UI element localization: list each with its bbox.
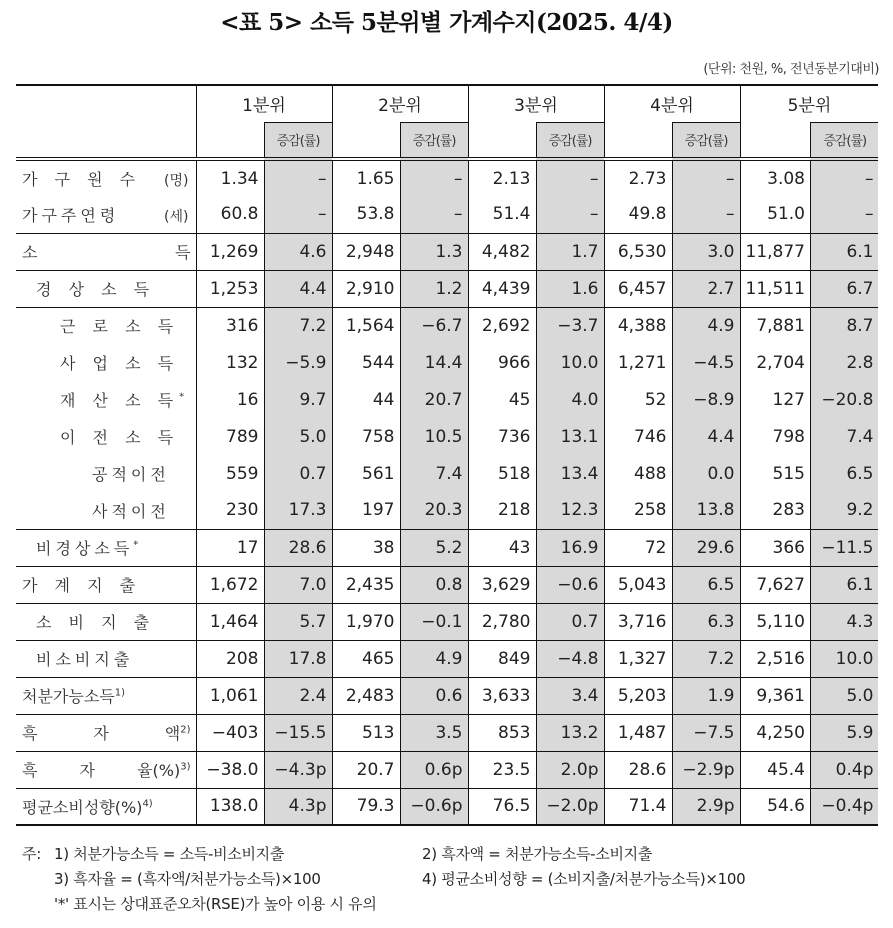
table-row: [16, 307, 878, 344]
change-cell: −5.9: [264, 344, 332, 381]
row-label-text: 이 전 소 득: [60, 428, 180, 447]
change-cell: 7.2: [672, 640, 740, 677]
header-corner: [16, 85, 196, 159]
unit-suffix: (명): [164, 173, 189, 189]
row-label-text: 가 계 지 출: [22, 576, 142, 595]
row-label-text: 평균소비성향(%): [22, 797, 143, 817]
change-cell: 7.0: [264, 566, 332, 603]
value-cell: 76.5: [468, 788, 536, 825]
change-cell: 4.9: [672, 307, 740, 344]
value-cell: 316: [196, 307, 264, 344]
change-cell: −6.7: [400, 307, 468, 344]
change-cell: 10.5: [400, 418, 468, 455]
value-cell: 230: [196, 492, 264, 529]
value-cell: 1,970: [332, 603, 400, 640]
value-cell: 51.4: [468, 196, 536, 233]
change-cell: −0.6: [536, 566, 604, 603]
header-quintile-5: 5분위: [740, 85, 878, 122]
value-cell: 38: [332, 529, 400, 566]
change-cell: 0.6: [400, 677, 468, 714]
value-cell: 2,692: [468, 307, 536, 344]
value-cell: 6,530: [604, 233, 672, 270]
change-cell: –: [264, 196, 332, 233]
table-row: [16, 751, 878, 788]
row-label: [16, 196, 196, 233]
change-cell: 20.7: [400, 381, 468, 418]
change-cell: 4.3p: [264, 788, 332, 825]
value-cell: 1,564: [332, 307, 400, 344]
value-cell: 3.08: [740, 159, 810, 196]
row-label: [16, 788, 196, 825]
value-cell: 11,877: [740, 233, 810, 270]
value-cell: 746: [604, 418, 672, 455]
change-cell: 2.4: [264, 677, 332, 714]
change-cell: 10.0: [810, 640, 878, 677]
change-cell: −2.9p: [672, 751, 740, 788]
change-cell: 6.3: [672, 603, 740, 640]
change-cell: 0.0: [672, 455, 740, 492]
change-cell: –: [810, 159, 878, 196]
value-cell: 49.8: [604, 196, 672, 233]
change-cell: 28.6: [264, 529, 332, 566]
change-cell: 1.6: [536, 270, 604, 307]
footnote-marker: 4): [142, 798, 153, 810]
row-label-part: 율(%): [137, 761, 181, 780]
change-cell: 0.7: [536, 603, 604, 640]
row-label-text: 사적이전: [92, 501, 170, 521]
note-2: 2) 흑자액 = 처분가능소득-소비지출: [422, 845, 653, 863]
value-cell: 45: [468, 381, 536, 418]
value-cell: 849: [468, 640, 536, 677]
footnotes: [22, 842, 745, 917]
change-cell: –: [672, 159, 740, 196]
table-row: [16, 455, 878, 492]
row-label: [16, 751, 196, 788]
row-label: [16, 714, 196, 751]
value-cell: 2.13: [468, 159, 536, 196]
value-cell: 561: [332, 455, 400, 492]
footnote-marker: 1): [114, 687, 126, 699]
value-cell: 20.7: [332, 751, 400, 788]
change-cell: −0.4p: [810, 788, 878, 825]
change-cell: −4.5: [672, 344, 740, 381]
rse-marker: *: [133, 539, 139, 551]
header-change-3: 증감(률): [536, 122, 604, 159]
change-cell: –: [810, 196, 878, 233]
value-cell: 1,487: [604, 714, 672, 751]
value-cell: 197: [332, 492, 400, 529]
row-label-text: 비소비지출: [36, 650, 134, 669]
value-cell: 53.8: [332, 196, 400, 233]
header-row-groups: [16, 85, 878, 122]
table-row: [16, 566, 878, 603]
value-cell: 758: [332, 418, 400, 455]
change-cell: 7.4: [810, 418, 878, 455]
change-cell: 7.2: [264, 307, 332, 344]
change-cell: 13.4: [536, 455, 604, 492]
change-cell: 4.4: [672, 418, 740, 455]
change-cell: 0.6p: [400, 751, 468, 788]
change-cell: –: [400, 159, 468, 196]
header-quintile-4: 4분위: [604, 85, 740, 122]
header-change-1: 증감(률): [264, 122, 332, 159]
change-cell: 4.3: [810, 603, 878, 640]
table-title: <표 5> 소득 5분위별 가계수지(2025. 4/4): [220, 9, 673, 36]
row-label: [16, 566, 196, 603]
value-cell: 1,269: [196, 233, 264, 270]
value-cell: 7,881: [740, 307, 810, 344]
row-label-text: 비경상소득: [36, 539, 134, 558]
row-label-text: 처분가능소득: [22, 687, 115, 706]
change-cell: 2.0p: [536, 751, 604, 788]
value-cell: 2.73: [604, 159, 672, 196]
value-cell: 51.0: [740, 196, 810, 233]
change-cell: 3.0: [672, 233, 740, 270]
row-label-part: 자: [93, 724, 109, 743]
value-cell: 9,361: [740, 677, 810, 714]
row-label-text: 사 업 소 득: [60, 354, 180, 373]
change-cell: –: [264, 159, 332, 196]
value-cell: 853: [468, 714, 536, 751]
value-cell: 1,672: [196, 566, 264, 603]
value-cell: 789: [196, 418, 264, 455]
row-label: [16, 640, 196, 677]
value-cell: 45.4: [740, 751, 810, 788]
value-cell: 736: [468, 418, 536, 455]
value-cell: 366: [740, 529, 810, 566]
row-label-text: 가 구 원 수: [22, 170, 142, 189]
value-cell: 5,110: [740, 603, 810, 640]
value-cell: 2,780: [468, 603, 536, 640]
row-label: [16, 529, 196, 566]
note-5: '*' 표시는 상대표준오차(RSE)가 높아 이용 시 유의: [54, 895, 377, 913]
header-quintile-3: 3분위: [468, 85, 604, 122]
value-cell: 283: [740, 492, 810, 529]
change-cell: 3.5: [400, 714, 468, 751]
change-cell: 13.8: [672, 492, 740, 529]
change-cell: 2.7: [672, 270, 740, 307]
change-cell: 8.7: [810, 307, 878, 344]
change-cell: 1.3: [400, 233, 468, 270]
change-cell: −20.8: [810, 381, 878, 418]
row-label: [16, 159, 196, 196]
change-cell: 6.5: [810, 455, 878, 492]
value-cell: 4,482: [468, 233, 536, 270]
change-cell: 20.3: [400, 492, 468, 529]
value-cell: 44: [332, 381, 400, 418]
change-cell: –: [400, 196, 468, 233]
table-row: [16, 344, 878, 381]
row-label-text: 근 로 소 득: [60, 317, 180, 337]
table-row: [16, 233, 878, 270]
value-cell: 11,511: [740, 270, 810, 307]
value-cell: 17: [196, 529, 264, 566]
change-cell: −4.3p: [264, 751, 332, 788]
change-cell: 6.7: [810, 270, 878, 307]
header-quintile-2: 2분위: [332, 85, 468, 122]
change-cell: 5.2: [400, 529, 468, 566]
change-cell: −8.9: [672, 381, 740, 418]
change-cell: −0.1: [400, 603, 468, 640]
row-label: [16, 233, 196, 270]
change-cell: 29.6: [672, 529, 740, 566]
value-cell: 127: [740, 381, 810, 418]
value-cell: 2,910: [332, 270, 400, 307]
table-row: [16, 418, 878, 455]
row-label-part: 흑: [22, 761, 38, 780]
value-cell: 7,627: [740, 566, 810, 603]
change-cell: 2.8: [810, 344, 878, 381]
footnote-marker: 2): [180, 724, 191, 736]
value-cell: 4,388: [604, 307, 672, 344]
change-cell: 7.4: [400, 455, 468, 492]
row-label-text: 공적이전: [92, 465, 170, 484]
table-row: [16, 381, 878, 418]
value-cell: 79.3: [332, 788, 400, 825]
value-cell: 1,271: [604, 344, 672, 381]
table-row: [16, 196, 878, 233]
change-cell: –: [672, 196, 740, 233]
value-cell: 2,435: [332, 566, 400, 603]
value-cell: 1.65: [332, 159, 400, 196]
row-label-part: 자: [79, 761, 95, 780]
change-cell: 5.9: [810, 714, 878, 751]
row-label: [16, 455, 196, 492]
value-cell: 465: [332, 640, 400, 677]
change-cell: 0.7: [264, 455, 332, 492]
value-cell: 544: [332, 344, 400, 381]
value-cell: 3,633: [468, 677, 536, 714]
change-cell: −4.8: [536, 640, 604, 677]
value-cell: 6,457: [604, 270, 672, 307]
row-label: [16, 344, 196, 381]
change-cell: 2.9p: [672, 788, 740, 825]
change-cell: 16.9: [536, 529, 604, 566]
value-cell: 1,327: [604, 640, 672, 677]
row-label: [16, 677, 196, 714]
value-cell: 488: [604, 455, 672, 492]
row-label: [16, 603, 196, 640]
value-cell: 1,061: [196, 677, 264, 714]
table-row: [16, 492, 878, 529]
change-cell: 4.9: [400, 640, 468, 677]
value-cell: 71.4: [604, 788, 672, 825]
row-label-text: 재 산 소 득: [60, 391, 180, 410]
value-cell: 54.6: [740, 788, 810, 825]
value-cell: −403: [196, 714, 264, 751]
row-label-part: 흑: [22, 724, 38, 743]
change-cell: 17.8: [264, 640, 332, 677]
table-row: [16, 159, 878, 196]
row-label: [16, 270, 196, 307]
note-1: 1) 처분가능소득 = 소득-비소비지출: [54, 845, 285, 863]
change-cell: −3.7: [536, 307, 604, 344]
header-change-5: 증감(률): [810, 122, 878, 159]
value-cell: 218: [468, 492, 536, 529]
row-label-part: 액: [164, 724, 181, 743]
change-cell: 6.1: [810, 233, 878, 270]
value-cell: 43: [468, 529, 536, 566]
change-cell: 5.7: [264, 603, 332, 640]
rse-marker: *: [179, 391, 185, 403]
row-label: [16, 381, 196, 418]
change-cell: 10.0: [536, 344, 604, 381]
value-cell: 1,253: [196, 270, 264, 307]
table-row: [16, 677, 878, 714]
change-cell: 1.2: [400, 270, 468, 307]
value-cell: 3,716: [604, 603, 672, 640]
value-cell: 5,203: [604, 677, 672, 714]
value-cell: 798: [740, 418, 810, 455]
note-3: 3) 흑자율 = (흑자액/처분가능소득)×100: [54, 870, 321, 888]
value-cell: 2,704: [740, 344, 810, 381]
change-cell: −0.6p: [400, 788, 468, 825]
table-row: [16, 529, 878, 566]
change-cell: 17.3: [264, 492, 332, 529]
change-cell: 1.9: [672, 677, 740, 714]
value-cell: 208: [196, 640, 264, 677]
change-cell: 12.3: [536, 492, 604, 529]
value-cell: 4,439: [468, 270, 536, 307]
value-cell: 5,043: [604, 566, 672, 603]
row-label-part: 소: [22, 243, 38, 262]
value-cell: 72: [604, 529, 672, 566]
change-cell: 3.4: [536, 677, 604, 714]
row-label: [16, 307, 196, 344]
value-cell: −38.0: [196, 751, 264, 788]
change-cell: 6.5: [672, 566, 740, 603]
header-change-4: 증감(률): [672, 122, 740, 159]
change-cell: 9.2: [810, 492, 878, 529]
value-cell: 1,464: [196, 603, 264, 640]
table-row: [16, 714, 878, 751]
footnote-marker: 3): [180, 761, 191, 773]
change-cell: 13.2: [536, 714, 604, 751]
change-cell: −11.5: [810, 529, 878, 566]
change-cell: 4.0: [536, 381, 604, 418]
row-label-part: 득: [175, 243, 191, 262]
value-cell: 559: [196, 455, 264, 492]
change-cell: 1.7: [536, 233, 604, 270]
row-label: [16, 492, 196, 529]
change-cell: –: [536, 196, 604, 233]
table-row: [16, 603, 878, 640]
note-4: 4) 평균소비성향 = (소비지출/처분가능소득)×100: [422, 870, 746, 888]
change-cell: 9.7: [264, 381, 332, 418]
value-cell: 3,629: [468, 566, 536, 603]
unit-suffix: (세): [164, 208, 189, 225]
row-label-text: 가구주연령: [22, 205, 120, 225]
change-cell: 13.1: [536, 418, 604, 455]
header-change-2: 증감(률): [400, 122, 468, 159]
row-label: [16, 418, 196, 455]
change-cell: 4.6: [264, 233, 332, 270]
table-row: [16, 270, 878, 307]
value-cell: 966: [468, 344, 536, 381]
value-cell: 513: [332, 714, 400, 751]
change-cell: 6.1: [810, 566, 878, 603]
value-cell: 28.6: [604, 751, 672, 788]
value-cell: 2,483: [332, 677, 400, 714]
change-cell: 5.0: [810, 677, 878, 714]
value-cell: 4,250: [740, 714, 810, 751]
value-cell: 132: [196, 344, 264, 381]
value-cell: 1.34: [196, 159, 264, 196]
value-cell: 138.0: [196, 788, 264, 825]
table-row: [16, 788, 878, 825]
value-cell: 518: [468, 455, 536, 492]
change-cell: 0.8: [400, 566, 468, 603]
value-cell: 23.5: [468, 751, 536, 788]
change-cell: –: [536, 159, 604, 196]
value-cell: 52: [604, 381, 672, 418]
value-cell: 2,516: [740, 640, 810, 677]
value-cell: 60.8: [196, 196, 264, 233]
change-cell: 4.4: [264, 270, 332, 307]
unit-label: (단위: 천원, %, 전년동분기대비): [703, 62, 879, 77]
change-cell: −2.0p: [536, 788, 604, 825]
row-label-text: 경 상 소 득: [36, 280, 156, 299]
table-row: [16, 640, 878, 677]
value-cell: 16: [196, 381, 264, 418]
header-quintile-1: 1분위: [196, 85, 332, 122]
change-cell: 0.4p: [810, 751, 878, 788]
value-cell: 258: [604, 492, 672, 529]
change-cell: 14.4: [400, 344, 468, 381]
change-cell: −15.5: [264, 714, 332, 751]
change-cell: −7.5: [672, 714, 740, 751]
value-cell: 515: [740, 455, 810, 492]
value-cell: 2,948: [332, 233, 400, 270]
household-income-table: [16, 84, 878, 826]
change-cell: 5.0: [264, 418, 332, 455]
notes-prefix: 주:: [22, 845, 41, 863]
row-label-text: 소 비 지 출: [36, 613, 156, 632]
